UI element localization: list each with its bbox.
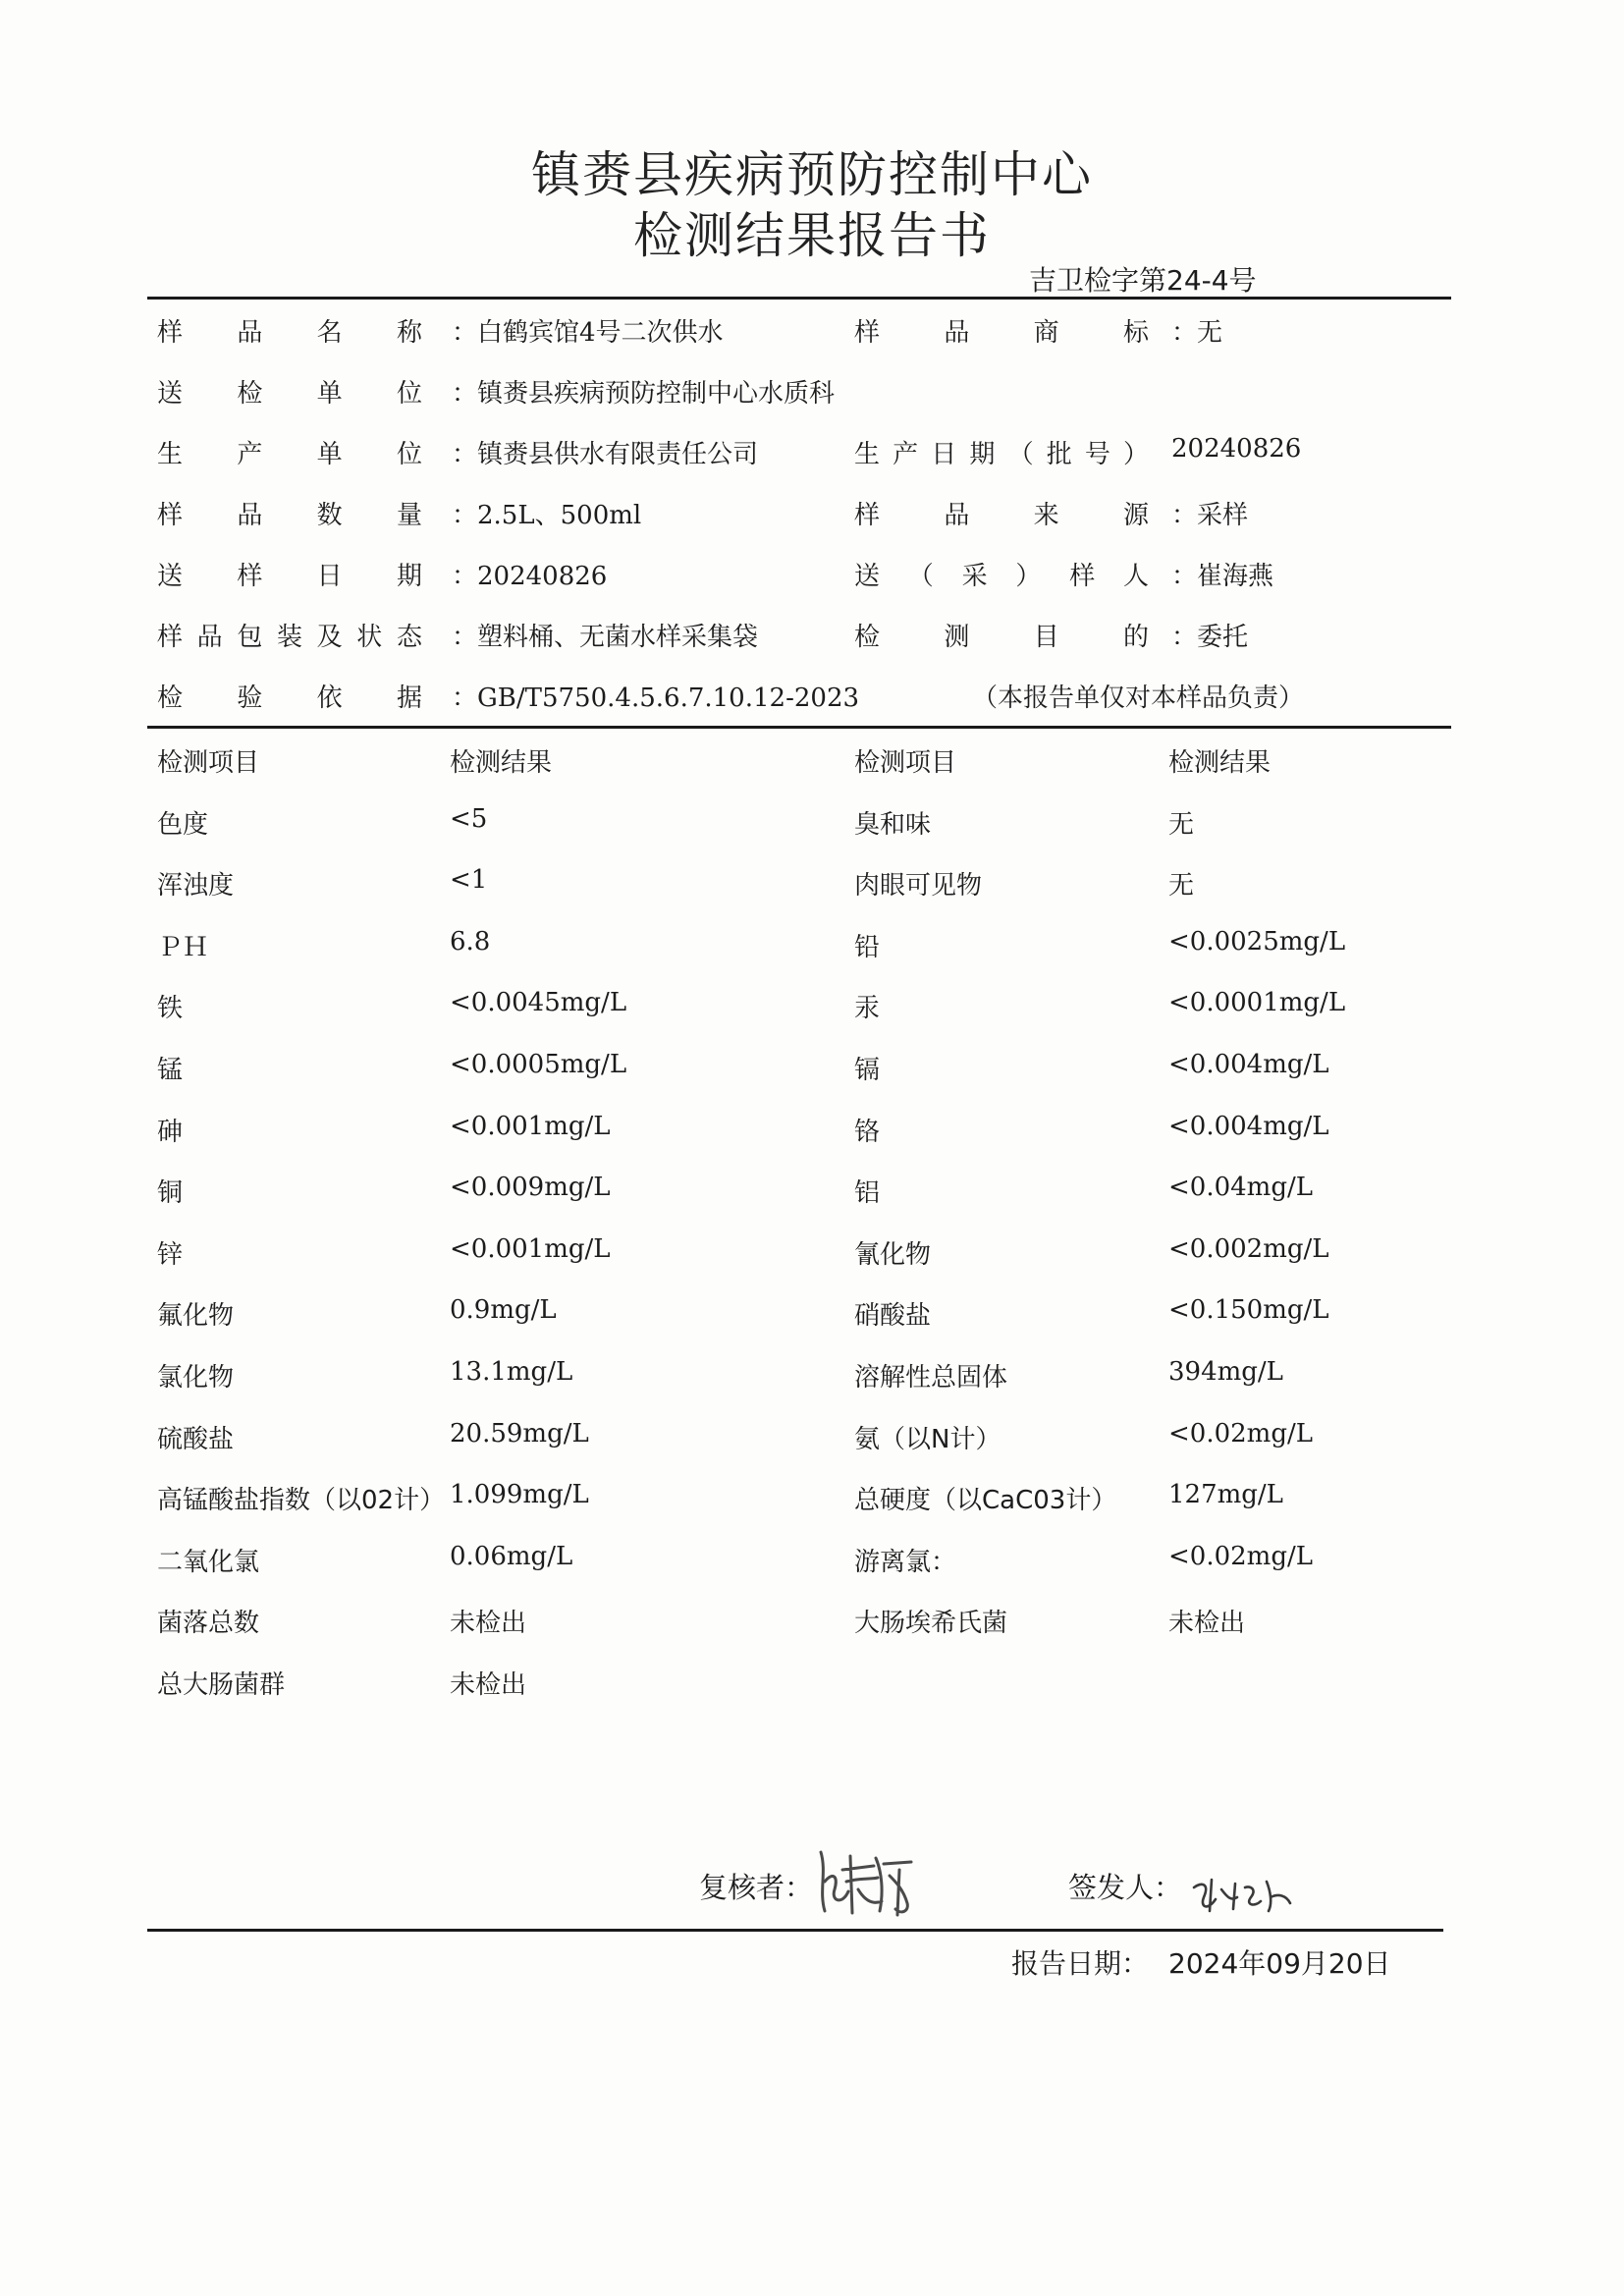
info-row bbox=[157, 678, 1453, 717]
test-item: 肉眼可见物 bbox=[854, 871, 983, 901]
test-item: 溶解性总固体 bbox=[854, 1363, 1008, 1393]
info-label-char: ） bbox=[1122, 440, 1149, 469]
info-value: ：20240826 bbox=[452, 562, 608, 591]
test-result: <0.001mg/L bbox=[450, 1234, 611, 1264]
info-label-secondary bbox=[854, 495, 1149, 531]
info-label-char: 的 bbox=[1122, 623, 1149, 652]
info-label-char: 检 bbox=[237, 379, 263, 409]
test-result: 无 bbox=[1168, 810, 1195, 840]
result-row bbox=[157, 804, 1453, 844]
info-label-char: 依 bbox=[316, 683, 343, 713]
info-label-char: 样 bbox=[157, 623, 184, 652]
info-label-char: 目 bbox=[1033, 623, 1059, 652]
test-result: <0.009mg/L bbox=[450, 1173, 611, 1202]
info-label-char: 测 bbox=[944, 623, 970, 652]
result-row bbox=[157, 865, 1453, 904]
info-value: ：2.5L、500ml bbox=[452, 501, 642, 530]
info-label-char: 样 bbox=[854, 318, 881, 348]
test-result: 127mg/L bbox=[1168, 1480, 1283, 1509]
info-label-char: 包 bbox=[237, 623, 263, 652]
info-label-char: 装 bbox=[276, 623, 302, 652]
info-label-char: 称 bbox=[396, 318, 422, 348]
test-item: 氯化物 bbox=[157, 1363, 235, 1393]
test-result: <0.004mg/L bbox=[1168, 1112, 1329, 1141]
results-header-row bbox=[157, 742, 1453, 782]
info-value: ：GB/T5750.4.5.6.7.10.12-2023 bbox=[452, 683, 860, 713]
top-divider bbox=[147, 297, 1451, 300]
info-label-char: 位 bbox=[396, 440, 422, 469]
result-row bbox=[157, 1357, 1453, 1396]
info-value: ：塑料桶、无菌水样采集袋 bbox=[452, 623, 759, 652]
info-value-secondary: ：采样 bbox=[1171, 501, 1249, 530]
info-label-char: 位 bbox=[396, 379, 422, 409]
report-number: 吉卫检字第24-4号 bbox=[1029, 264, 1257, 297]
test-result: 0.9mg/L bbox=[450, 1295, 557, 1325]
info-row bbox=[157, 312, 1453, 352]
test-result: <0.02mg/L bbox=[1168, 1542, 1313, 1571]
info-row bbox=[157, 617, 1453, 656]
info-label-char: 人 bbox=[1122, 562, 1149, 591]
report-date-label: 报告日期： bbox=[1011, 1947, 1150, 1980]
test-result: 20.59mg/L bbox=[450, 1419, 589, 1449]
test-result: 未检出 bbox=[450, 1609, 527, 1638]
info-value: ：白鹤宾馆4号二次供水 bbox=[452, 318, 724, 348]
info-value-secondary: ：无 bbox=[1171, 318, 1223, 348]
test-result: 394mg/L bbox=[1168, 1357, 1283, 1387]
test-result: 无 bbox=[1168, 871, 1195, 901]
info-label-char: 源 bbox=[1122, 501, 1149, 530]
test-item: 氟化物 bbox=[157, 1301, 235, 1331]
test-result: <0.0025mg/L bbox=[1168, 927, 1346, 957]
test-result: 未检出 bbox=[450, 1670, 527, 1700]
test-item: 臭和味 bbox=[854, 810, 932, 840]
info-label bbox=[157, 312, 422, 349]
test-result: <0.04mg/L bbox=[1168, 1173, 1313, 1202]
test-result: <0.0001mg/L bbox=[1168, 988, 1346, 1017]
info-label-char: 生 bbox=[157, 440, 184, 469]
info-label-secondary bbox=[854, 556, 1149, 592]
reviewer-label: 复核者： bbox=[699, 1871, 814, 1904]
test-item: 总硬度（以CaC03计） bbox=[854, 1486, 1117, 1515]
test-result: <0.001mg/L bbox=[450, 1112, 611, 1141]
info-label-char: 采 bbox=[961, 562, 988, 591]
result-row bbox=[157, 1665, 1453, 1704]
info-label-secondary bbox=[854, 617, 1149, 653]
header-test-item: 检测项目 bbox=[854, 748, 957, 778]
issuer-signature bbox=[1188, 1868, 1296, 1917]
info-value-secondary: 20240826 bbox=[1171, 434, 1302, 464]
test-item: 氰化物 bbox=[854, 1240, 932, 1270]
info-label-char: 生 bbox=[854, 440, 881, 469]
test-item: 硝酸盐 bbox=[854, 1301, 932, 1331]
info-label-char: 日 bbox=[316, 562, 343, 591]
info-label-char: 单 bbox=[316, 440, 343, 469]
test-item: 砷 bbox=[157, 1118, 184, 1147]
info-label bbox=[157, 434, 422, 470]
info-label-char: 商 bbox=[1033, 318, 1059, 348]
result-row bbox=[157, 1295, 1453, 1335]
report-date-value: 2024年09月20日 bbox=[1168, 1947, 1391, 1980]
info-label-secondary bbox=[854, 312, 1149, 349]
result-row bbox=[157, 1050, 1453, 1089]
test-result: <0.0005mg/L bbox=[450, 1050, 627, 1079]
test-result: <5 bbox=[450, 804, 488, 834]
info-value: ：镇赉县疾病预防控制中心水质科 bbox=[452, 379, 836, 409]
info-row bbox=[157, 373, 1453, 412]
info-label-char: 量 bbox=[396, 501, 422, 530]
info-label-secondary bbox=[854, 434, 1149, 470]
info-label bbox=[157, 556, 422, 592]
test-result: <0.002mg/L bbox=[1168, 1234, 1329, 1264]
info-label-char: 品 bbox=[237, 318, 263, 348]
header-test-result: 检测结果 bbox=[450, 748, 553, 778]
report-title-line2: 检测结果报告书 bbox=[633, 207, 991, 264]
test-item: 硫酸盐 bbox=[157, 1425, 235, 1454]
info-label-char: 态 bbox=[396, 623, 422, 652]
report-date bbox=[1011, 1942, 1411, 1982]
info-label-char: 样 bbox=[237, 562, 263, 591]
report-title-line1: 镇赉县疾病预防控制中心 bbox=[531, 146, 1093, 203]
result-row bbox=[157, 1480, 1453, 1519]
result-row bbox=[157, 1112, 1453, 1151]
test-result: <0.004mg/L bbox=[1168, 1050, 1329, 1079]
info-label-char: 期 bbox=[969, 440, 996, 469]
test-item: 铝 bbox=[854, 1178, 881, 1208]
test-item: 二氧化氯 bbox=[157, 1548, 260, 1577]
test-item: 总大肠菌群 bbox=[157, 1670, 286, 1700]
test-result: 0.06mg/L bbox=[450, 1542, 573, 1571]
info-label-char: 单 bbox=[316, 379, 343, 409]
issuer-label: 签发人： bbox=[1068, 1871, 1183, 1904]
info-label-char: 号 bbox=[1084, 440, 1110, 469]
info-label-char: 产 bbox=[237, 440, 263, 469]
test-item: ＰＨ bbox=[157, 933, 209, 962]
info-value: ：镇赉县供水有限责任公司 bbox=[452, 440, 759, 469]
info-label-char: 品 bbox=[237, 501, 263, 530]
info-row bbox=[157, 556, 1453, 595]
info-label-char: 状 bbox=[356, 623, 383, 652]
test-result: 6.8 bbox=[450, 927, 491, 957]
test-item: 铅 bbox=[854, 933, 881, 962]
info-label-char: 标 bbox=[1122, 318, 1149, 348]
test-item: 镉 bbox=[854, 1056, 881, 1085]
info-label-char: 送 bbox=[854, 562, 881, 591]
test-item: 铜 bbox=[157, 1178, 184, 1208]
info-label-char: 来 bbox=[1033, 501, 1059, 530]
info-label-char: 样 bbox=[157, 501, 184, 530]
info-label-char: 品 bbox=[196, 623, 223, 652]
info-label-char: （ bbox=[1007, 440, 1034, 469]
responsibility-note: （本报告单仅对本样品负责） bbox=[972, 683, 1305, 713]
info-label bbox=[157, 617, 422, 653]
test-item: 浑浊度 bbox=[157, 871, 235, 901]
info-label-char: 送 bbox=[157, 562, 184, 591]
info-label-char: 检 bbox=[157, 683, 184, 713]
info-label bbox=[157, 495, 422, 531]
bottom-divider bbox=[147, 1929, 1443, 1932]
info-label bbox=[157, 678, 422, 714]
result-row bbox=[157, 1419, 1453, 1458]
header-test-result: 检测结果 bbox=[1168, 748, 1272, 778]
test-item: 高锰酸盐指数（以02计） bbox=[157, 1486, 446, 1515]
result-row bbox=[157, 1234, 1453, 1274]
info-label-char: 数 bbox=[316, 501, 343, 530]
result-row bbox=[157, 1603, 1453, 1642]
info-label-char: 批 bbox=[1046, 440, 1072, 469]
info-label bbox=[157, 373, 422, 410]
info-label-char: 名 bbox=[316, 318, 343, 348]
middle-divider bbox=[147, 726, 1451, 729]
test-result: <0.0045mg/L bbox=[450, 988, 627, 1017]
result-row bbox=[157, 988, 1453, 1027]
info-label-char: ） bbox=[1015, 562, 1042, 591]
test-result: 未检出 bbox=[1168, 1609, 1246, 1638]
info-label-char: 样 bbox=[854, 501, 881, 530]
reviewer-signature bbox=[813, 1842, 921, 1921]
info-label-char: （ bbox=[907, 562, 934, 591]
test-item: 色度 bbox=[157, 810, 209, 840]
info-label-char: 检 bbox=[854, 623, 881, 652]
test-item: 锰 bbox=[157, 1056, 184, 1085]
test-item: 锌 bbox=[157, 1240, 184, 1270]
test-item: 大肠埃希氏菌 bbox=[854, 1609, 1008, 1638]
info-row bbox=[157, 434, 1453, 473]
info-label-char: 样 bbox=[1069, 562, 1096, 591]
test-item: 菌落总数 bbox=[157, 1609, 260, 1638]
info-label-char: 品 bbox=[944, 318, 970, 348]
result-row bbox=[157, 927, 1453, 966]
info-label-char: 期 bbox=[396, 562, 422, 591]
result-row bbox=[157, 1173, 1453, 1212]
test-item: 铁 bbox=[157, 994, 184, 1023]
test-item: 游离氯： bbox=[854, 1548, 957, 1577]
info-label-char: 验 bbox=[237, 683, 263, 713]
test-result: <0.150mg/L bbox=[1168, 1295, 1329, 1325]
test-item: 汞 bbox=[854, 994, 881, 1023]
header-test-item: 检测项目 bbox=[157, 748, 260, 778]
info-label-char: 样 bbox=[157, 318, 184, 348]
test-item: 铬 bbox=[854, 1118, 881, 1147]
info-label-char: 送 bbox=[157, 379, 184, 409]
test-result: <0.02mg/L bbox=[1168, 1419, 1313, 1449]
info-value-secondary: ：委托 bbox=[1171, 623, 1249, 652]
info-label-char: 据 bbox=[396, 683, 422, 713]
info-row bbox=[157, 495, 1453, 534]
result-row bbox=[157, 1542, 1453, 1581]
info-label-char: 及 bbox=[316, 623, 343, 652]
info-label-char: 产 bbox=[893, 440, 919, 469]
test-result: <1 bbox=[450, 865, 488, 895]
test-result: 1.099mg/L bbox=[450, 1480, 589, 1509]
test-result: 13.1mg/L bbox=[450, 1357, 573, 1387]
info-label-char: 日 bbox=[931, 440, 957, 469]
test-item: 氨（以N计） bbox=[854, 1425, 1001, 1454]
info-value-secondary: ：崔海燕 bbox=[1171, 562, 1274, 591]
info-label-char: 品 bbox=[944, 501, 970, 530]
